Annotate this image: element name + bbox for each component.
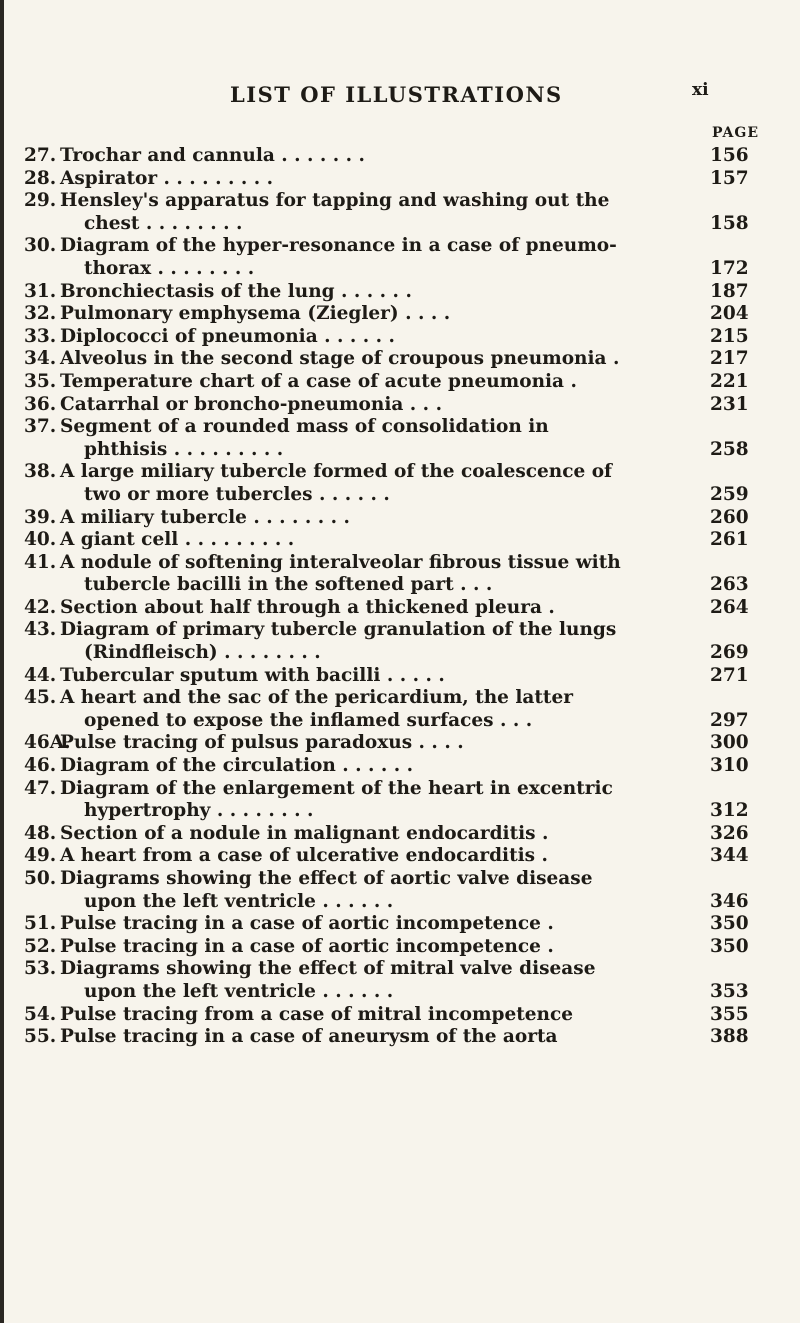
list-item: [24, 1004, 754, 1027]
list-item: [24, 552, 754, 597]
entry-first-line: [24, 845, 754, 868]
entry-continuation-line: [24, 981, 754, 1004]
page-number: 261: [710, 529, 749, 551]
entry-first-line: [24, 326, 754, 349]
figure-number: 34.: [24, 348, 57, 370]
list-item: [24, 326, 754, 349]
entry-continuation-line: [24, 213, 754, 236]
entry-caption: Tubercular sputum with bacilli . . . . .: [60, 664, 445, 686]
list-item: [24, 619, 754, 664]
list-item: [24, 687, 754, 732]
figure-number: 39.: [24, 506, 57, 528]
list-item: [24, 823, 754, 846]
list-item: [24, 190, 754, 235]
list-item: [24, 778, 754, 823]
page-number: 346: [710, 890, 749, 912]
entry-caption: opened to expose the inflamed surfaces . . .: [84, 709, 533, 731]
entry-first-line: [24, 755, 754, 778]
entry-caption: Pulse tracing of pulsus paradoxus . . . .: [60, 732, 464, 754]
list-item: [24, 235, 754, 280]
list-item: [24, 845, 754, 868]
entry-first-line: [24, 348, 754, 371]
list-item: [24, 303, 754, 326]
page-number: 215: [710, 325, 749, 347]
page-number: 269: [710, 642, 749, 664]
entry-first-line: [24, 823, 754, 846]
entry-caption: Temperature chart of a case of acute pneumonia .: [60, 370, 577, 392]
list-item: [24, 394, 754, 417]
entry-first-line: [24, 958, 754, 981]
list-item: [24, 145, 754, 168]
list-item: [24, 868, 754, 913]
entry-caption: A nodule of softening interalveolar fibrous tissue with: [60, 551, 621, 573]
page-number: 157: [710, 167, 749, 189]
entry-caption: Section about half through a thickened pleura .: [60, 596, 555, 618]
page-number: 217: [710, 348, 749, 370]
figure-number: 44.: [24, 664, 57, 686]
figure-number: 46.: [24, 755, 57, 777]
figure-number: 29.: [24, 190, 57, 212]
entry-caption: phthisis . . . . . . . . .: [84, 438, 284, 460]
page-number: 300: [710, 732, 749, 754]
entry-caption: chest . . . . . . . .: [84, 212, 243, 234]
page-number: 258: [710, 438, 749, 460]
entry-first-line: [24, 597, 754, 620]
entry-caption: A large miliary tubercle formed of the coalescence of: [60, 461, 613, 483]
figure-number: 41.: [24, 551, 57, 573]
entry-caption: thorax . . . . . . . .: [84, 257, 255, 279]
entry-caption: hypertrophy . . . . . . . .: [84, 800, 314, 822]
page-title: LIST OF ILLUSTRATIONS: [230, 82, 563, 107]
figure-number: 42.: [24, 596, 57, 618]
list-item: [24, 755, 754, 778]
figure-number: 52.: [24, 935, 57, 957]
page-number: 312: [710, 800, 749, 822]
figure-number: 55.: [24, 1026, 57, 1048]
entry-caption: (Rindfleisch) . . . . . . . .: [84, 642, 321, 664]
list-item: [24, 281, 754, 304]
page-number: 260: [710, 506, 749, 528]
page-number: 263: [710, 574, 749, 596]
entry-first-line: [24, 619, 754, 642]
entry-caption: upon the left ventricle . . . . . .: [84, 890, 394, 912]
entry-caption: upon the left ventricle . . . . . .: [84, 980, 394, 1002]
figure-number: 27.: [24, 145, 57, 166]
figure-number: 30.: [24, 235, 57, 257]
entry-first-line: [24, 461, 754, 484]
entry-first-line: [24, 145, 754, 168]
page-column-label: PAGE: [712, 125, 759, 141]
entry-first-line: [24, 552, 754, 575]
figure-number: 51.: [24, 913, 57, 935]
entry-caption: Segment of a rounded mass of consolidation in: [60, 416, 549, 438]
list-item: [24, 168, 754, 191]
entry-first-line: [24, 665, 754, 688]
figure-number: 35.: [24, 370, 57, 392]
page-number: 388: [710, 1026, 749, 1048]
entry-first-line: [24, 507, 754, 530]
entry-first-line: [24, 687, 754, 710]
figure-number: 46A.: [24, 732, 71, 754]
entry-caption: Diagrams showing the effect of aortic valve disease: [60, 868, 593, 889]
page-number: 326: [710, 822, 749, 844]
entry-first-line: [24, 190, 754, 213]
list-item: [24, 665, 754, 688]
entry-first-line: [24, 868, 754, 891]
entry-caption: Bronchiectasis of the lung . . . . . .: [60, 280, 412, 302]
page-number: 187: [710, 280, 749, 302]
figure-number: 43.: [24, 619, 57, 641]
illustrations-list: [24, 145, 754, 1049]
page-number: 350: [710, 935, 749, 957]
figure-number: 45.: [24, 687, 57, 709]
page-number: 156: [710, 145, 749, 166]
entry-continuation-line: [24, 891, 754, 914]
entry-first-line: [24, 732, 754, 755]
figure-number: 53.: [24, 958, 57, 980]
entry-first-line: [24, 394, 754, 417]
page-edge-shadow: [0, 0, 4, 1323]
list-item: [24, 507, 754, 530]
entry-caption: Section of a nodule in malignant endocarditis .: [60, 822, 549, 844]
entry-continuation-line: [24, 642, 754, 665]
page-number: 259: [710, 483, 749, 505]
entry-first-line: [24, 1004, 754, 1027]
figure-number: 49.: [24, 845, 57, 867]
entry-first-line: [24, 1026, 754, 1049]
entry-caption: A giant cell . . . . . . . . .: [60, 529, 295, 551]
entry-caption: A heart from a case of ulcerative endocarditis .: [60, 845, 548, 867]
entry-first-line: [24, 416, 754, 439]
figure-number: 37.: [24, 416, 57, 438]
entry-continuation-line: [24, 258, 754, 281]
page-number: 271: [710, 664, 749, 686]
list-item: [24, 416, 754, 461]
entry-caption: Diplococci of pneumonia . . . . . .: [60, 325, 395, 347]
entry-caption: Diagram of the hyper-resonance in a case of pneumo-: [60, 235, 617, 257]
entry-caption: Pulmonary emphysema (Ziegler) . . . .: [60, 303, 451, 325]
figure-number: 54.: [24, 1003, 57, 1025]
entry-caption: A miliary tubercle . . . . . . . .: [60, 506, 350, 528]
entry-caption: Pulse tracing in a case of aortic incompetence .: [60, 913, 554, 935]
entry-continuation-line: [24, 484, 754, 507]
page-number: 231: [710, 393, 749, 415]
entry-caption: Alveolus in the second stage of croupous pneumonia .: [60, 348, 620, 370]
entry-caption: Pulse tracing in a case of aortic incompetence .: [60, 935, 554, 957]
entry-first-line: [24, 303, 754, 326]
entry-caption: Diagram of the circulation . . . . . .: [60, 755, 414, 777]
entry-continuation-line: [24, 439, 754, 462]
page-number: 344: [710, 845, 749, 867]
entry-caption: Catarrhal or broncho-pneumonia . . .: [60, 393, 443, 415]
entry-first-line: [24, 913, 754, 936]
entry-first-line: [24, 281, 754, 304]
list-item: [24, 936, 754, 959]
figure-number: 36.: [24, 393, 57, 415]
entry-caption: tubercle bacilli in the softened part . . .: [84, 574, 493, 596]
page-number: 310: [710, 755, 749, 777]
folio-number: xi: [692, 80, 709, 100]
figure-number: 31.: [24, 280, 57, 302]
entry-caption: A heart and the sac of the pericardium, the latter: [60, 687, 573, 709]
figure-number: 47.: [24, 777, 57, 799]
page-number: 172: [710, 257, 749, 279]
list-item: [24, 529, 754, 552]
list-item: [24, 913, 754, 936]
figure-number: 40.: [24, 529, 57, 551]
entry-continuation-line: [24, 574, 754, 597]
page-number: 204: [710, 303, 749, 325]
figure-number: 28.: [24, 167, 57, 189]
figure-number: 50.: [24, 868, 57, 889]
entry-caption: Aspirator . . . . . . . . .: [60, 167, 274, 189]
entry-continuation-line: [24, 800, 754, 823]
entry-caption: Pulse tracing from a case of mitral incompetence: [60, 1003, 574, 1025]
page-number: 353: [710, 980, 749, 1002]
entry-caption: Trochar and cannula . . . . . . .: [60, 145, 365, 166]
page-number: 158: [710, 212, 749, 234]
entry-first-line: [24, 778, 754, 801]
entry-caption: two or more tubercles . . . . . .: [84, 483, 390, 505]
page-number: 221: [710, 370, 749, 392]
entry-caption: Pulse tracing in a case of aneurysm of the aorta: [60, 1026, 558, 1048]
figure-number: 32.: [24, 303, 57, 325]
page-number: 264: [710, 596, 749, 618]
list-item: [24, 1026, 754, 1049]
page-number: 297: [710, 709, 749, 731]
entry-first-line: [24, 371, 754, 394]
figure-number: 48.: [24, 822, 57, 844]
entry-caption: Diagram of primary tubercle granulation of the lungs: [60, 619, 617, 641]
list-item: [24, 348, 754, 371]
entry-caption: Hensley's apparatus for tapping and washing out the: [60, 190, 610, 212]
page-number: 350: [710, 913, 749, 935]
entry-first-line: [24, 529, 754, 552]
entry-continuation-line: [24, 710, 754, 733]
entry-caption: Diagrams showing the effect of mitral valve disease: [60, 958, 596, 980]
figure-number: 38.: [24, 461, 57, 483]
list-item: [24, 732, 754, 755]
figure-number: 33.: [24, 325, 57, 347]
entry-first-line: [24, 168, 754, 191]
list-item: [24, 958, 754, 1003]
list-item: [24, 597, 754, 620]
entry-first-line: [24, 235, 754, 258]
list-item: [24, 371, 754, 394]
page-number: 355: [710, 1003, 749, 1025]
entry-caption: Diagram of the enlargement of the heart in excentric: [60, 777, 613, 799]
entry-first-line: [24, 936, 754, 959]
list-item: [24, 461, 754, 506]
